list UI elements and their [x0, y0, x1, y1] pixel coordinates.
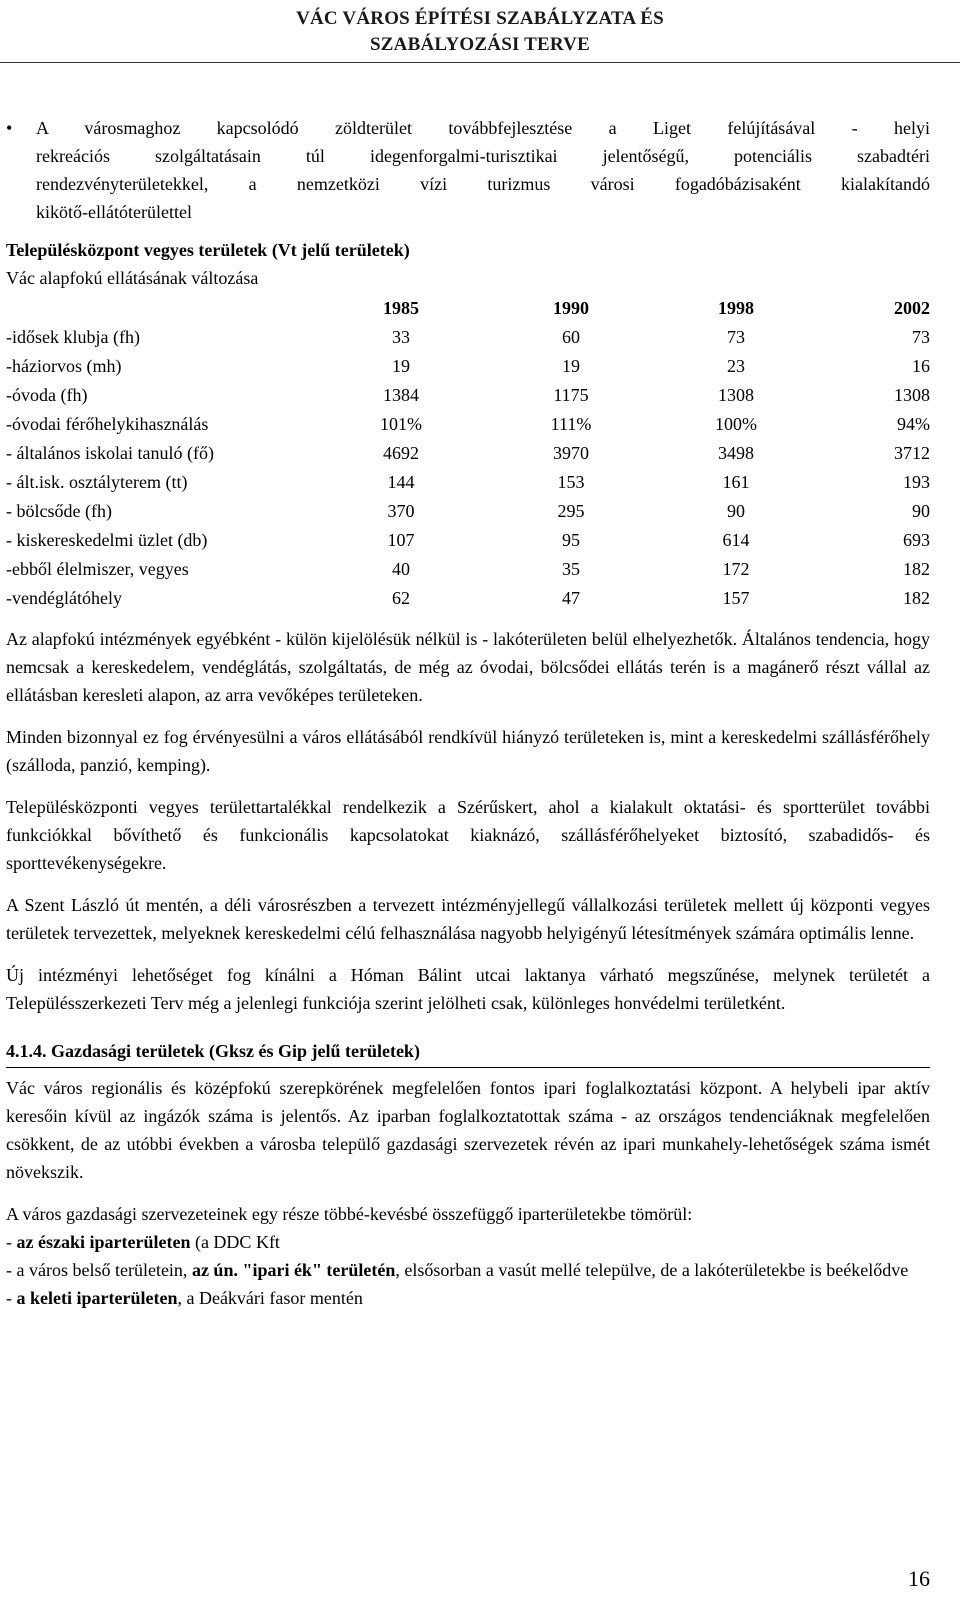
bullet-line: A városmaghoz kapcsolódó zöldterület továbbfejlesztése a Liget felújításával - helyi [36, 118, 930, 138]
paragraph: Vác város regionális és középfokú szerepkörének megfelelően fontos ipari foglalkoztatási központ. A helybeli ipar aktív keresőin kívül az ingázók száma is jelentős. Az iparban foglalkoztatottak száma - az országos tendenciáknak megfelelően csökkent, de az utóbbi években a városba települő gazdasági szervezetek révén az ipari munkahely-lehetőségek száma ismét növekszik. [6, 1078, 930, 1182]
table-cell: 3498 [718, 443, 754, 463]
table-row [6, 584, 930, 613]
table-cell: 1175 [553, 385, 589, 405]
table-cell: 23 [727, 356, 745, 376]
list-item-bold: az ún. "ipari ék" területén [191, 1260, 396, 1280]
table-cell: 47 [562, 588, 580, 608]
table-row [6, 439, 930, 468]
table-cell: 19 [562, 356, 580, 376]
table-cell: 144 [387, 472, 415, 492]
page-number: 16 [908, 1566, 930, 1591]
table-cell: 3970 [553, 443, 589, 463]
table-row [6, 555, 930, 584]
table-cell: 90 [727, 501, 745, 521]
year-header: 1985 [383, 298, 419, 318]
table-row [6, 410, 930, 439]
list-item [6, 1256, 930, 1284]
page-header [0, 6, 960, 58]
bullet-line: rendezvényterületekkel, a nemzetközi vízi turizmus városi fogadóbázisaként kialakítandó [36, 174, 930, 194]
header-title-line2: SZABÁLYOZÁSI TERVE [370, 34, 590, 55]
year-header: 2002 [894, 298, 930, 318]
table-cell: 182 [903, 588, 930, 608]
table-cell: 1308 [718, 385, 754, 405]
year-header: 1998 [718, 298, 754, 318]
table-row [6, 352, 930, 381]
table-cell: 172 [722, 559, 750, 579]
table-header-row [6, 294, 930, 323]
table-cell: 1308 [894, 385, 930, 405]
table-cell: 614 [722, 530, 750, 550]
list-item-prefix: - a város belső területein, [6, 1260, 192, 1280]
table-cell: 62 [392, 588, 410, 608]
row-label: - általános iskolai tanuló (fő) [6, 443, 214, 463]
list-item [6, 1228, 930, 1256]
page-content [6, 114, 930, 1312]
row-label: -idősek klubja (fh) [6, 327, 140, 347]
table-cell: 153 [557, 472, 585, 492]
header-divider [0, 62, 960, 63]
table-row [6, 381, 930, 410]
table-cell: 3712 [894, 443, 930, 463]
table-cell: 16 [912, 356, 930, 376]
table-cell: 693 [903, 530, 930, 550]
table-cell: 161 [722, 472, 750, 492]
table-cell: 73 [912, 327, 930, 347]
header-empty-cell [6, 294, 316, 323]
row-label: -óvodai férőhelykihasználás [6, 414, 209, 434]
table-cell: 60 [562, 327, 580, 347]
table-row [6, 497, 930, 526]
table-cell: 19 [392, 356, 410, 376]
bullet-paragraph [6, 114, 930, 226]
table-caption: Vác alapfokú ellátásának változása [6, 268, 259, 288]
table-cell: 101% [380, 414, 422, 434]
table-cell: 90 [912, 501, 930, 521]
header-title-line1: VÁC VÁROS ÉPÍTÉSI SZABÁLYZATA ÉS [296, 8, 664, 29]
paragraph: Az alapfokú intézmények egyébként - külön kijelölésük nélkül is - lakóterületen belül elhelyezhetők. Általános tendencia, hogy nemcsak a kereskedelem, vendéglátás, szolgáltatás, de még az óvodai, bölcsődei ellátás terén is a magánerő részt vállal az ellátásban keresleti alapon, az arra vevőképes területeken. [6, 629, 930, 705]
row-label: - bölcsőde (fh) [6, 501, 112, 521]
table-cell: 94% [897, 414, 930, 434]
services-table [6, 294, 930, 613]
table-cell: 182 [903, 559, 930, 579]
vt-section-title: Településközpont vegyes területek (Vt jelű területek) [6, 240, 410, 260]
list-item-text: , a Deákvári fasor mentén [177, 1288, 363, 1308]
table-row [6, 323, 930, 352]
table-cell: 100% [715, 414, 757, 434]
list-item-prefix: - [6, 1288, 17, 1308]
row-label: - ált.isk. osztályterem (tt) [6, 472, 188, 492]
table-cell: 157 [722, 588, 750, 608]
paragraph: A Szent László út mentén, a déli városrészben a tervezett intézményjellegű vállalkozási területek mellett új központi vegyes területek tervezettek, melyeknek kereskedelmi célú felhasználása nagyobb helyigényű létesítmények számára optimális lenne. [6, 895, 930, 943]
bullet-icon: • [6, 118, 13, 138]
list-item-prefix: - [6, 1232, 17, 1252]
list-item [6, 1284, 930, 1312]
bullet-line: rekreációs szolgáltatásain túl idegenforgalmi-turisztikai jelentőségű, potenciális szabadtéri [36, 146, 930, 166]
table-cell: 40 [392, 559, 410, 579]
year-header: 1990 [553, 298, 589, 318]
row-label: -vendéglátóhely [6, 588, 122, 608]
paragraph: Új intézményi lehetőséget fog kínálni a Hóman Bálint utcai laktanya várható megszűnése, melynek területét a Településszerkezeti Terv még a jelenlegi funkciója szerint jelölheti csak, különleges honvédelmi területként. [6, 965, 930, 1013]
paragraph: A város gazdasági szervezeteinek egy része többé-kevésbé összefüggő iparterületekbe tömörül: [6, 1204, 693, 1224]
table-cell: 73 [727, 327, 745, 347]
list-item-bold: az északi iparterületen [16, 1232, 191, 1252]
table-cell: 33 [392, 327, 410, 347]
section-heading: 4.1.4. Gazdasági területek (Gksz és Gip jelű területek) [6, 1037, 930, 1068]
row-label: - kiskereskedelmi üzlet (db) [6, 530, 208, 550]
table-cell: 107 [387, 530, 415, 550]
table-cell: 111% [550, 414, 592, 434]
table-cell: 35 [562, 559, 580, 579]
row-label: -háziorvos (mh) [6, 356, 122, 376]
table-cell: 295 [557, 501, 585, 521]
row-label: -óvoda (fh) [6, 385, 88, 405]
paragraph: Településközponti vegyes területtartalékkal rendelkezik a Szérűskert, ahol a kialakult oktatási- és sportterület további funkciókkal bővíthető és funkcionális kapcsolatokat kiaknázó, szállásférőhelyeket biztosító, szabadidős- és sporttevékenységekre. [6, 797, 930, 873]
list-item-bold: a keleti iparterületen [16, 1288, 178, 1308]
table-cell: 1384 [383, 385, 419, 405]
table-row [6, 468, 930, 497]
table-cell: 4692 [383, 443, 419, 463]
table-cell: 193 [903, 472, 930, 492]
list-item-text: , elsősorban a vasút mellé települve, de a lakóterületekbe is beékelődve [395, 1260, 909, 1280]
table-cell: 370 [387, 501, 415, 521]
list-item-text: (a DDC Kft [190, 1232, 280, 1252]
bullet-line: kikötő-ellátóterülettel [36, 202, 192, 222]
row-label: -ebből élelmiszer, vegyes [6, 559, 189, 579]
table-cell: 95 [562, 530, 580, 550]
paragraph: Minden bizonnyal ez fog érvényesülni a város ellátásából rendkívül hiányzó területeken is, mint a kereskedelmi szállásférőhely (szálloda, panzió, kemping). [6, 727, 930, 775]
table-row [6, 526, 930, 555]
